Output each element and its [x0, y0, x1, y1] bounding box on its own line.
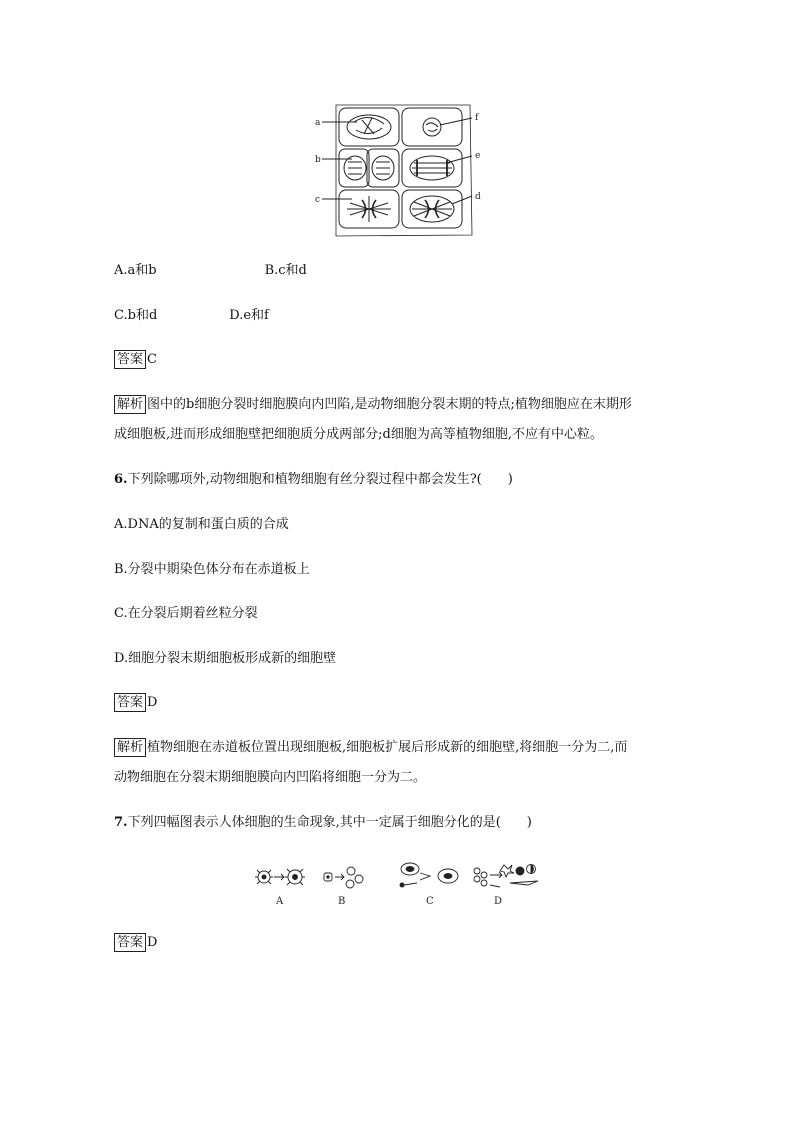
q6-option-d[interactable]: D.细胞分裂末期细胞板形成新的细胞壁 [114, 651, 337, 666]
fig1-label-e: e [475, 151, 481, 161]
question-text: 下列四幅图表示人体细胞的生命现象,其中一定属于细胞分化的是( ) [127, 815, 532, 830]
answer-tag: 答案 [114, 933, 146, 952]
q6-analysis-line1 [114, 738, 627, 758]
q5-option-c[interactable]: C.b和d [114, 308, 158, 323]
q5-analysis-line2 [114, 425, 603, 445]
analysis-text: 成细胞板,进而形成细胞壁把细胞质分成两部分;d细胞为高等植物细胞,不应有中心粒。 [114, 427, 603, 442]
q5-analysis-line1 [114, 395, 632, 415]
cell-f [402, 108, 462, 146]
q6-option-a[interactable]: A.DNA的复制和蛋白质的合成 [114, 517, 289, 532]
fig2-label-c: C [426, 896, 434, 907]
fig1-label-f: f [475, 113, 479, 123]
q6-stem [114, 470, 513, 490]
q6-option-c[interactable]: C.在分裂后期着丝粒分裂 [114, 606, 258, 621]
analysis-text: 图中的b细胞分裂时细胞膜向内凹陷,是动物细胞分裂末期的特点;植物细胞应在末期形 [147, 397, 632, 412]
fig1-label-a: a [315, 118, 321, 128]
fig2-label-b: B [338, 896, 346, 907]
analysis-text: 植物细胞在赤道板位置出现细胞板,细胞板扩展后形成新的细胞壁,将细胞一分为二,而 [147, 740, 628, 755]
q6-answer [114, 693, 157, 713]
question-number: 7. [114, 815, 128, 830]
fig1-label-c: c [315, 195, 321, 205]
cell-phenomena-figure [252, 857, 542, 909]
fig2-label-d: D [494, 896, 503, 907]
question-text: 下列除哪项外,动物细胞和植物细胞有丝分裂过程中都会发生?( ) [127, 472, 513, 487]
answer-tag: 答案 [114, 693, 146, 712]
cell-division-figure [312, 100, 492, 240]
fig1-label-d: d [475, 192, 481, 202]
q5-options-row1 [114, 261, 307, 281]
answer-value: D [147, 695, 158, 710]
cell-a [339, 108, 399, 146]
q6-option-b[interactable]: B.分裂中期染色体分布在赤道板上 [114, 562, 310, 577]
answer-value: C [147, 352, 157, 367]
q6-analysis-line2 [114, 768, 426, 788]
answer-value: D [147, 935, 158, 950]
q5-option-d[interactable]: D.e和f [229, 308, 269, 323]
fig2-label-a: A [276, 896, 284, 907]
q7-answer [114, 933, 157, 953]
q7-stem [114, 813, 532, 833]
answer-tag: 答案 [114, 350, 146, 369]
question-number: 6. [114, 472, 128, 487]
q5-options-row2 [114, 306, 269, 326]
analysis-tag: 解析 [114, 738, 146, 757]
q5-answer [114, 350, 157, 370]
analysis-text: 动物细胞在分裂末期细胞膜向内凹陷将细胞一分为二。 [114, 770, 427, 785]
q5-option-a[interactable]: A.a和b [114, 263, 157, 278]
fig1-label-b: b [315, 155, 321, 165]
analysis-tag: 解析 [114, 395, 146, 414]
q5-option-b[interactable]: B.c和d [264, 263, 307, 278]
